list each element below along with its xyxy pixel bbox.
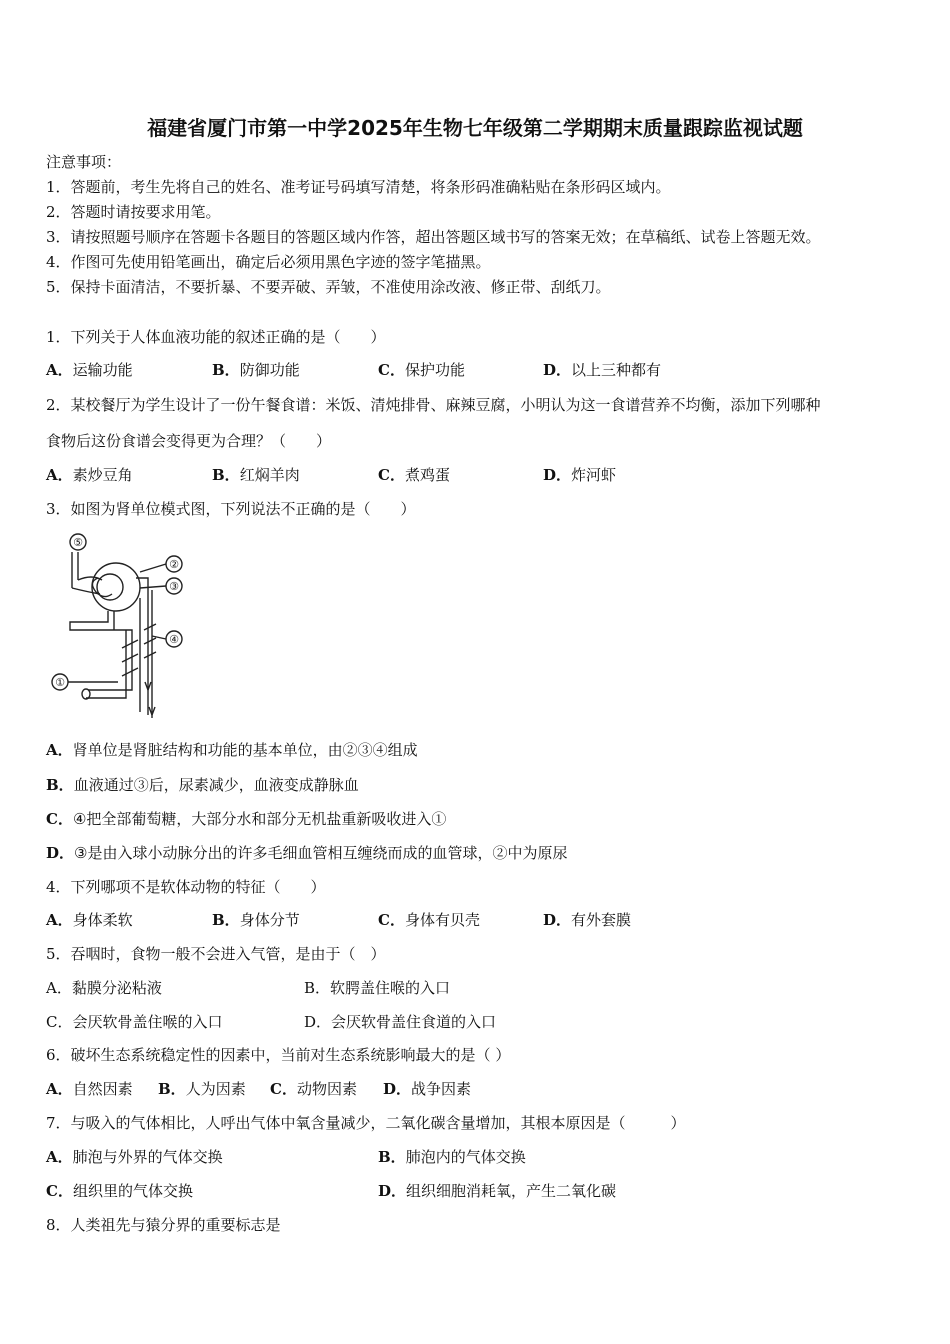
question-2-stem: 2．某校餐厅为学生设计了一份午餐食谱：米饭、清炖排骨、麻辣豆腐，小明认为这一食谱营养不均衡，添加下列哪种: [46, 396, 821, 414]
q5-option-d: D．会厌软骨盖住食道的入口: [304, 1013, 497, 1031]
question-6-stem: 6．破坏生态系统稳定性的因素中，当前对生态系统影响最大的是（ ）: [46, 1046, 511, 1064]
label-5: ⑤: [73, 536, 83, 549]
question-3-stem: 3．如图为肾单位模式图，下列说法不正确的是（ ）: [46, 500, 416, 518]
q3-option-b: B．血液通过③后，尿素减少，血液变成静脉血: [46, 776, 359, 794]
question-5-stem: 5．吞咽时，食物一般不会进入气管，是由于（ ）: [46, 945, 386, 963]
notice-item: 4．作图可先使用铅笔画出，确定后必须用黑色字迹的签字笔描黑。: [46, 253, 491, 271]
notice-heading: 注意事项：: [46, 153, 122, 171]
q3-option-d: D．③是由入球小动脉分出的许多毛细血管相互缠绕而成的血管球，②中为原尿: [46, 844, 568, 862]
notice-item: 3．请按照题号顺序在答题卡各题目的答题区域内作答，超出答题区域书写的答案无效；在草稿纸、试卷上答题无效。: [46, 228, 821, 246]
nephron-diagram: [48, 530, 198, 720]
q6-option-c: C．动物因素: [270, 1080, 357, 1098]
q5-option-b: B．软腭盖住喉的入口: [304, 979, 451, 997]
q5-option-a: A．黏膜分泌粘液: [46, 979, 162, 997]
label-1: ①: [55, 676, 65, 689]
question-2-stem-cont: 食物后这份食谱会变得更为合理？（ ）: [46, 432, 332, 450]
q2-option-c: C．煮鸡蛋: [378, 466, 450, 484]
q7-option-d: D．组织细胞消耗氧，产生二氧化碳: [378, 1182, 617, 1200]
notice-item: 2．答题时请按要求用笔。: [46, 203, 221, 221]
q7-option-a: A．肺泡与外界的气体交换: [46, 1148, 223, 1166]
page-title: 福建省厦门市第一中学2025年生物七年级第二学期期末质量跟踪监视试题: [147, 116, 803, 140]
q2-option-b: B．红焖羊肉: [212, 466, 300, 484]
glomerular-capsule: [92, 563, 140, 611]
label-4: ④: [169, 633, 179, 646]
q4-option-a: A．身体柔软: [46, 911, 133, 929]
q4-option-b: B．身体分节: [212, 911, 300, 929]
q1-option-c: C．保护功能: [378, 361, 465, 379]
q2-option-d: D．炸河虾: [543, 466, 617, 484]
question-4-stem: 4．下列哪项不是软体动物的特征（ ）: [46, 878, 326, 896]
notice-item: 5．保持卡面清洁，不要折暴、不要弄破、弄皱，不准使用涂改液、修正带、刮纸刀。: [46, 278, 611, 296]
q6-option-b: B．人为因素: [158, 1080, 246, 1098]
q4-option-c: C．身体有贝壳: [378, 911, 480, 929]
label-3: ③: [169, 580, 179, 593]
question-8-stem: 8．人类祖先与猿分界的重要标志是: [46, 1216, 281, 1234]
q7-option-c: C．组织里的气体交换: [46, 1182, 193, 1200]
q6-option-a: A．自然因素: [46, 1080, 133, 1098]
q4-option-d: D．有外套膜: [543, 911, 632, 929]
q5-option-c: C．会厌软骨盖住喉的入口: [46, 1013, 223, 1031]
q3-option-c: C．④把全部葡萄糖，大部分水和部分无机盐重新吸收进入①: [46, 810, 447, 828]
question-1-stem: 1．下列关于人体血液功能的叙述正确的是（ ）: [46, 328, 386, 346]
q1-option-d: D．以上三种都有: [543, 361, 662, 379]
q6-option-d: D．战争因素: [383, 1080, 472, 1098]
label-2: ②: [169, 558, 179, 571]
q7-option-b: B．肺泡内的气体交换: [378, 1148, 526, 1166]
q2-option-a: A．素炒豆角: [46, 466, 133, 484]
q1-option-a: A．运输功能: [46, 361, 133, 379]
q3-option-a: A．肾单位是肾脏结构和功能的基本单位，由②③④组成: [46, 741, 418, 759]
notice-item: 1．答题前，考生先将自己的姓名、准考证号码填写清楚，将条形码准确粘贴在条形码区域内。: [46, 178, 671, 196]
q1-option-b: B．防御功能: [212, 361, 300, 379]
question-7-stem: 7．与吸入的气体相比，人呼出气体中氧含量减少，二氧化碳含量增加，其根本原因是（ ）: [46, 1114, 686, 1132]
